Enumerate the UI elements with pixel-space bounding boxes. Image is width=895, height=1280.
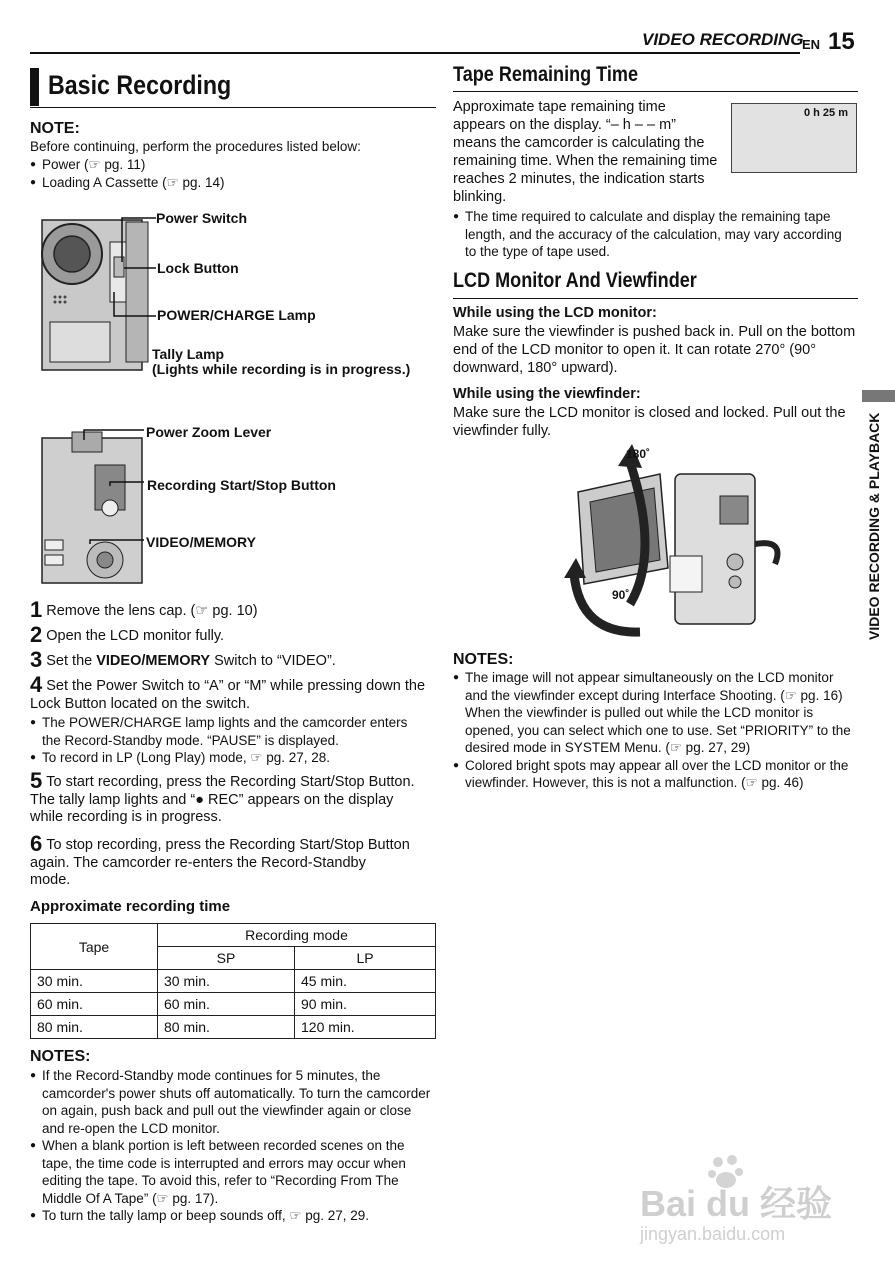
label-power-charge-lamp: POWER/CHARGE Lamp (157, 307, 316, 323)
table-cell: 30 min. (158, 970, 295, 993)
step-text: Set the Power Switch to “A” or “M” while pressing down the Lock Button located on the switch. (30, 678, 426, 712)
table-header-mode: Recording mode (158, 924, 436, 947)
lcd-title-rule (453, 298, 858, 299)
step-5 (30, 768, 425, 827)
table-cell: 80 min. (158, 1016, 295, 1039)
tape-title-rule (453, 91, 858, 92)
lcd-notes-heading: NOTES: (453, 651, 514, 668)
lcd-text1: Make sure the viewfinder is pushed back in. Pull on the bottom end of the LCD monitor to open it. It can rotate 270° (90° downward, 180° upward). (453, 324, 856, 376)
list-item: ● To record in LP (Long Play) mode, ☞ pg. 27, 28. (30, 749, 425, 767)
table-cell: 80 min. (31, 1016, 158, 1039)
table-cell: 30 min. (31, 970, 158, 993)
tape-body: Approximate tape remaining time appears on the display. “– h – – m” means the camcorder is calculating the remaining time. When the remaining time reaches 2 minutes, the indication starts blinking. (453, 99, 718, 205)
table-title: Approximate recording time (30, 898, 231, 915)
table-header-lp: LP (295, 947, 436, 970)
section-marker (30, 68, 39, 106)
table-cell: 60 min. (158, 993, 295, 1016)
step-bold: VIDEO/MEMORY (96, 653, 211, 669)
step-6 (30, 831, 410, 890)
fig1-leader-lines (100, 212, 160, 372)
label-power-switch: Power Switch (156, 210, 248, 226)
step-number: 6 (30, 831, 43, 856)
watermark-brand: Bai du 经验 (640, 1183, 833, 1224)
table-header-tape: Tape (31, 924, 158, 970)
angle-down-label: 90˚ (612, 588, 630, 602)
step-number: 2 (30, 622, 43, 647)
table-cell: 90 min. (295, 993, 436, 1016)
list-item: ● The image will not appear simultaneously on the LCD monitor and the viewfinder except during Interface Shooting. (☞ pg. 16) When the viewfinder is pulled out while the LCD monitor is opened, you can select which one to use. Set “PRIORITY” to the desired mode in SYSTEM Menu. (☞ pg. 27, 29) (453, 669, 858, 757)
note-heading: NOTE: (30, 120, 80, 137)
table-cell: 120 min. (295, 1016, 436, 1039)
fig2-leader-lines (80, 426, 150, 556)
step-number: 1 (30, 597, 43, 622)
notes-heading: NOTES: (30, 1048, 91, 1065)
list-item: ● If the Record-Standby mode continues for 5 minutes, the camcorder's power shuts off automatically. To turn the camcorder on again, push back and pull out the viewfinder again or close and re-open the LCD monitor. (30, 1067, 435, 1137)
basic-recording-title: Basic Recording (48, 70, 232, 100)
step4-bullets (30, 714, 425, 767)
list-item: ● When a blank portion is left between recorded scenes on the tape, the time code is interrupted and errors may occur when editing the tape. To avoid this, refer to “Recording From The Middle Of A Tape” (☞ pg. 17). (30, 1137, 435, 1207)
step-text: Switch to “VIDEO”. (210, 653, 336, 669)
label-tally-lamp: Tally Lamp (152, 346, 225, 362)
label-video-memory: VIDEO/MEMORY (146, 534, 256, 550)
lcd-rotation-figure (560, 444, 785, 639)
step-number: 4 (30, 672, 43, 697)
header-rule (30, 52, 800, 54)
tape-bullets (453, 208, 853, 261)
step-number: 5 (30, 768, 43, 793)
step-text: To stop recording, press the Recording Start/Stop Button again. The camcorder re-enters the Record-Standby mode. (30, 837, 410, 888)
note-intro: Before continuing, perform the procedures listed below: (30, 139, 361, 154)
page-header (30, 28, 860, 54)
tape-display-value: 0 h 25 m (803, 107, 848, 119)
title-rule (30, 107, 436, 108)
table-cell: 45 min. (295, 970, 436, 993)
tape-remaining-title: Tape Remaining Time (453, 63, 638, 86)
lcd-sub1: While using the LCD monitor: (453, 305, 657, 321)
page-number: 15 (828, 28, 855, 55)
label-rec-button: Recording Start/Stop Button (147, 477, 336, 493)
list-item: ● Loading A Cassette (☞ pg. 14) (30, 174, 430, 192)
recording-time-table (30, 923, 436, 1039)
step-3 (30, 647, 440, 672)
lcd-title: LCD Monitor And Viewfinder (453, 269, 697, 292)
lcd-sub2: While using the viewfinder: (453, 386, 641, 402)
table-row (31, 993, 436, 1016)
watermark-url: jingyan.baidu.com (640, 1224, 786, 1244)
step-4 (30, 672, 430, 713)
label-tally-note: (Lights while recording is in progress.) (152, 361, 411, 377)
step-text: Set the (46, 653, 97, 669)
table-cell: 60 min. (31, 993, 158, 1016)
side-tab-text: VIDEO RECORDING & PLAYBACK (866, 412, 882, 640)
note-list (30, 156, 430, 191)
step-number: 3 (30, 647, 43, 672)
angle-up-label: 180˚ (626, 447, 651, 461)
list-item: ● Colored bright spots may appear all over the LCD monitor or the viewfinder. However, this is not a malfunction. (☞ pg. 46) (453, 757, 858, 792)
list-item: ● The POWER/CHARGE lamp lights and the camcorder enters the Record-Standby mode. “PAUSE” is displayed. (30, 714, 425, 749)
notes-list (30, 1067, 435, 1225)
watermark (640, 1152, 870, 1252)
step-1 (30, 597, 440, 622)
lcd-text2: Make sure the LCD monitor is closed and locked. Pull out the viewfinder fully. (453, 405, 846, 439)
label-lock-button: Lock Button (157, 260, 239, 276)
tape-display-box (731, 103, 857, 173)
step-text: To start recording, press the Recording Start/Stop Button. The tally lamp lights and “● REC” appears on the display while recording is in progress. (30, 774, 415, 825)
label-power-zoom-lever: Power Zoom Lever (146, 424, 272, 440)
step-text: Remove the lens cap. (☞ pg. 10) (46, 603, 258, 619)
step-2 (30, 622, 440, 647)
table-header-sp: SP (158, 947, 295, 970)
header-section: VIDEO RECORDING (642, 30, 804, 49)
list-item: ● To turn the tally lamp or beep sounds off, ☞ pg. 27, 29. (30, 1207, 435, 1225)
step-text: Open the LCD monitor fully. (46, 628, 225, 644)
table-row (31, 970, 436, 993)
header-lang: EN (802, 37, 821, 52)
side-tab-bar (862, 390, 895, 402)
list-item: ● Power (☞ pg. 11) (30, 156, 430, 174)
lcd-notes-list (453, 669, 858, 792)
list-item: ● The time required to calculate and display the remaining tape length, and the accuracy of the calculation, may vary according to the type of tape used. (453, 208, 853, 261)
table-row (31, 1016, 436, 1039)
